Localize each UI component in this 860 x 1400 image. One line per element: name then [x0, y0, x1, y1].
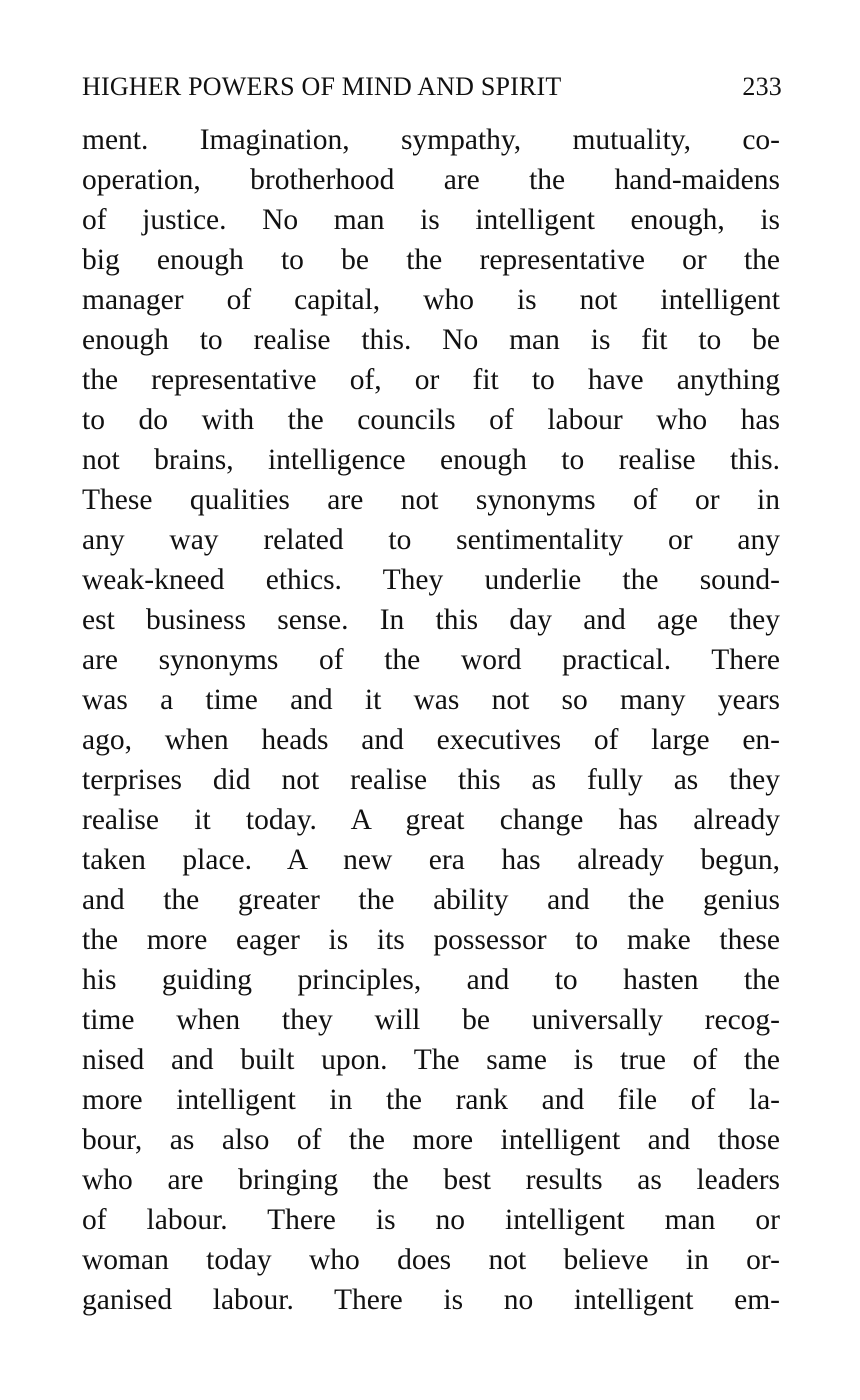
text-line: who are bringing the best results as leaders — [82, 1164, 780, 1196]
text-line: any way related to sentimentality or any — [82, 524, 780, 556]
page-number: 233 — [742, 72, 782, 101]
text-line: was a time and it was not so many years — [82, 684, 780, 716]
text-line: to do with the councils of labour who has — [82, 404, 780, 436]
text-line: not brains, intelligence enough to realise this. — [82, 444, 780, 476]
text-line: These qualities are not synonyms of or in — [82, 484, 780, 516]
text-line: ment. Imagination, sympathy, mutuality, co- — [82, 124, 780, 156]
text-line: his guiding principles, and to hasten the — [82, 964, 780, 996]
text-line: nised and built upon. The same is true of the — [82, 1044, 780, 1076]
text-line: time when they will be universally recog- — [82, 1004, 780, 1036]
text-line: the more eager is its possessor to make these — [82, 924, 780, 956]
body-text — [82, 120, 780, 1320]
text-line: more intelligent in the rank and file of la- — [82, 1084, 780, 1116]
text-line: est business sense. In this day and age they — [82, 604, 780, 636]
running-title: HIGHER POWERS OF MIND AND SPIRIT — [82, 72, 562, 101]
text-line: of labour. There is no intelligent man or — [82, 1204, 780, 1236]
text-line: weak-kneed ethics. They underlie the sound- — [82, 564, 780, 596]
text-line: bour, as also of the more intelligent and those — [82, 1124, 780, 1156]
text-line: and the greater the ability and the genius — [82, 884, 780, 916]
text-line: taken place. A new era has already begun, — [82, 844, 780, 876]
text-line: ganised labour. There is no intelligent em- — [82, 1284, 780, 1316]
text-line: big enough to be the representative or the — [82, 244, 780, 276]
text-line: of justice. No man is intelligent enough, is — [82, 204, 780, 236]
text-line: ago, when heads and executives of large en- — [82, 724, 780, 756]
text-line: enough to realise this. No man is fit to be — [82, 324, 780, 356]
text-line: the representative of, or fit to have anything — [82, 364, 780, 396]
text-line: terprises did not realise this as fully as they — [82, 764, 780, 796]
text-line: operation, brotherhood are the hand-maidens — [82, 164, 780, 196]
running-head — [82, 72, 782, 112]
text-line: woman today who does not believe in or- — [82, 1244, 780, 1276]
text-line: realise it today. A great change has already — [82, 804, 780, 836]
text-line: manager of capital, who is not intelligent — [82, 284, 780, 316]
text-line: are synonyms of the word practical. There — [82, 644, 780, 676]
